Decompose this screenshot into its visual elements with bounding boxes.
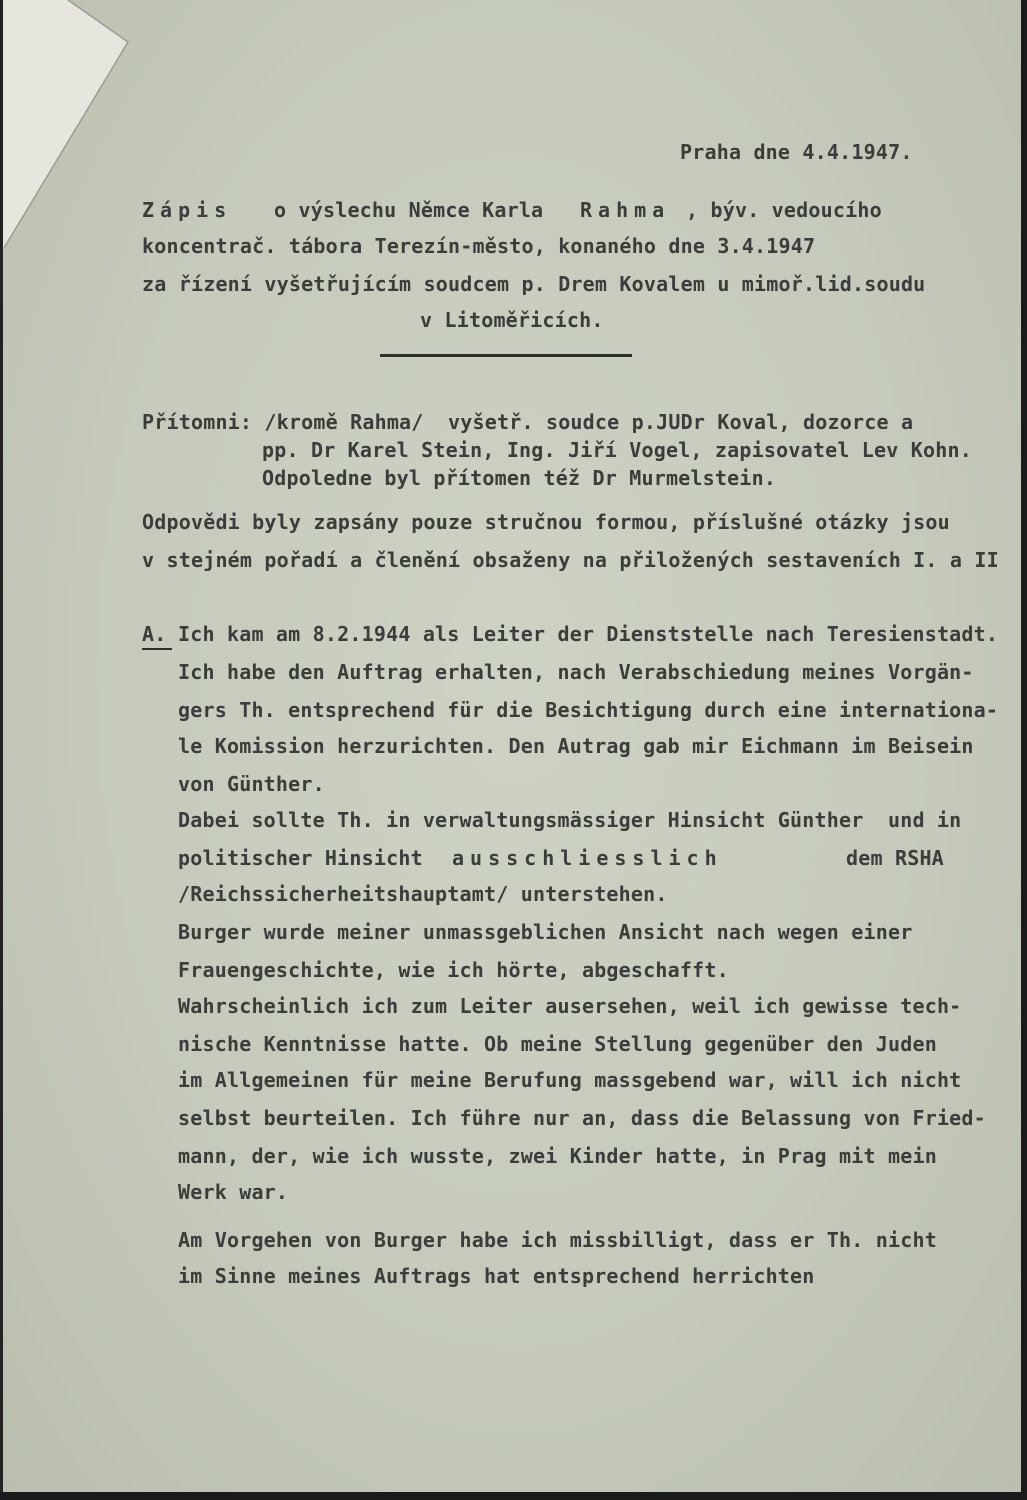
section-a-line: Ich kam am 8.2.1944 als Leiter der Dienststelle nach Teresienstadt. <box>178 622 999 646</box>
section-a-line: von Günther. <box>178 772 325 796</box>
section-a-line: Frauengeschichte, wie ich hörte, abgeschafft. <box>178 958 729 982</box>
section-a-line: Ich habe den Auftrag erhalten, nach Verabschiedung meines Vorgän- <box>178 660 974 684</box>
section-a-line: le Komission herzurichten. Den Autrag gab mir Eichmann im Beisein <box>178 734 974 758</box>
scan-edge-left <box>0 0 3 1500</box>
note-line1: Odpovědi byly zapsány pouze stručnou formou, příslušné otázky jsou <box>142 510 950 534</box>
folded-corner <box>0 0 140 250</box>
title-line1-end: , býv. vedoucího <box>686 198 882 222</box>
section-a-line: Am Vorgehen von Burger habe ich missbilligt, dass er Th. nicht <box>178 1228 937 1252</box>
section-a-line: Wahrscheinlich ich zum Leiter ausersehen, weil ich gewisse tech- <box>178 994 962 1018</box>
title-word-zapis: Zápis <box>142 198 233 222</box>
date-line: Praha dne 4.4.1947. <box>680 140 913 164</box>
section-a-line: im Allgemeinen für meine Berufung massgebend war, will ich nicht <box>178 1068 962 1092</box>
section-a-marker: A. <box>142 622 167 646</box>
section-a-line: Burger wurde meiner unmassgeblichen Ansicht nach wegen einer <box>178 920 913 944</box>
spaced-word-ausschliesslich: ausschliesslich <box>452 846 723 870</box>
title-line1-middle: o výslechu Němce Karla <box>274 198 544 222</box>
scan-edge-right <box>1021 0 1027 1500</box>
section-a-underline <box>142 648 172 650</box>
section-a-line: Werk war. <box>178 1180 289 1204</box>
section-a-line: selbst beurteilen. Ich führe nur an, dass die Belassung von Fried- <box>178 1106 986 1130</box>
section-a-line: gers Th. entsprechend für die Besichtigung durch eine internationa- <box>178 698 999 722</box>
attendance-line1: Přítomni: /kromě Rahma/ vyšetř. soudce p.JUDr Koval, dozorce a <box>142 410 914 434</box>
title-line4: v Litoměřicích. <box>420 308 604 332</box>
note-line2: v stejném pořadí a členění obsaženy na přiložených sestaveních I. a II <box>142 548 999 572</box>
attendance-line2: pp. Dr Karel Stein, Ing. Jiří Vogel, zapisovatel Lev Kohn. <box>262 438 972 462</box>
section-a-line: /Reichssicherheitshauptamt/ unterstehen. <box>178 882 668 906</box>
title-rule <box>380 354 632 357</box>
attendance-line3: Odpoledne byl přítomen též Dr Murmelstein. <box>262 466 777 490</box>
section-a-line: nische Kenntnisse hatte. Ob meine Stellung gegenüber den Juden <box>178 1032 937 1056</box>
title-line3: za řízení vyšetřujícím soudcem p. Drem Kovalem u mimoř.lid.soudu <box>142 272 926 296</box>
scan-edge-bottom <box>0 1492 1027 1500</box>
section-a-line: mann, der, wie ich wusste, zwei Kinder hatte, in Prag mit mein <box>178 1144 937 1168</box>
rsha-abbreviation: dem RSHA <box>846 846 944 870</box>
section-a-line: politischer Hinsicht <box>178 846 423 870</box>
section-a-line: Dabei sollte Th. in verwaltungsmässiger Hinsicht Günther und in <box>178 808 962 832</box>
title-line2: koncentrač. tábora Terezín-město, konaného dne 3.4.1947 <box>142 234 816 258</box>
title-name-rahma: Rahma <box>580 198 671 222</box>
section-a-line: im Sinne meines Auftrags hat entsprechend herrichten <box>178 1264 815 1288</box>
